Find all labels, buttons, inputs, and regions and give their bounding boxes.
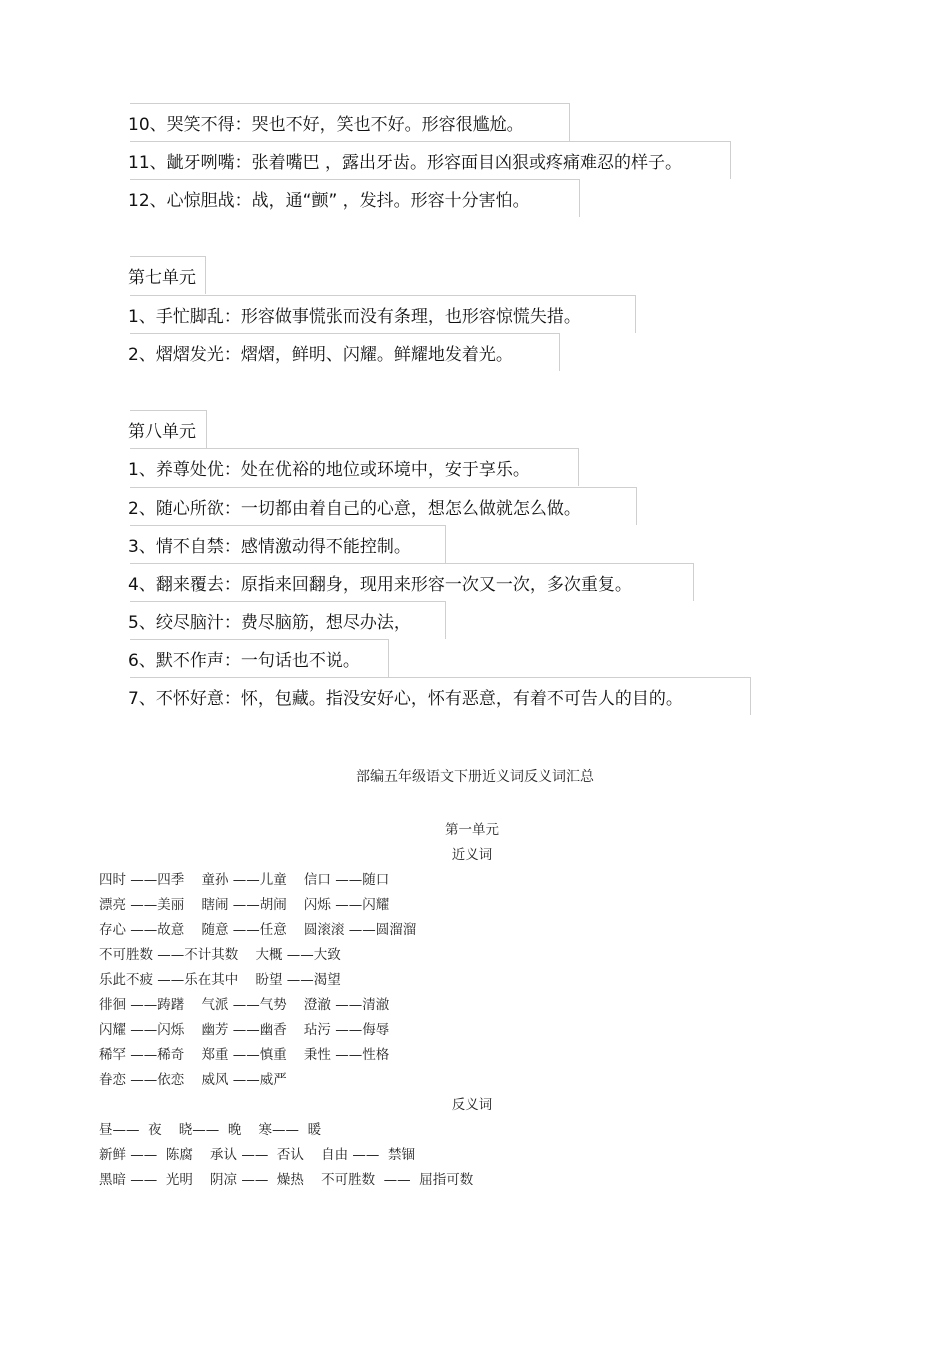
synonym-row: 眷恋 ——依恋 威风 ——威严: [99, 1072, 287, 1088]
synonym-row: 存心 ——故意 随意 ——任意 圆滚滚 ——圆溜溜: [99, 922, 417, 938]
antonym-row: 新鲜 —— 陈腐 承认 —— 否认 自由 —— 禁锢: [99, 1147, 415, 1163]
unit-heading: 第一单元: [445, 822, 499, 838]
synonym-row: 乐此不疲 ——乐在其中 盼望 ——渴望: [99, 972, 341, 988]
idiom-entry: 10、哭笑不得：哭也不好，笑也不好。形容很尴尬。: [128, 115, 524, 135]
summary-title: 部编五年级语文下册近义词反义词汇总: [356, 769, 594, 785]
idiom-entry: 6、默不作声：一句话也不说。: [128, 651, 360, 671]
synonym-row: 稀罕 ——稀奇 郑重 ——慎重 秉性 ——性格: [99, 1047, 390, 1063]
idiom-entry: 7、不怀好意：怀，包藏。指没安好心，怀有恶意，有着不可告人的目的。: [128, 689, 683, 709]
unit-heading: 第八单元: [128, 422, 196, 442]
synonym-row: 徘徊 ——踌躇 气派 ——气势 澄澈 ——清澈: [99, 997, 390, 1013]
idiom-entry: 1、手忙脚乱：形容做事慌张而没有条理，也形容惊慌失措。: [128, 307, 581, 327]
antonym-row: 黑暗 —— 光明 阴凉 —— 燥热 不可胜数 —— 屈指可数: [99, 1172, 474, 1188]
idiom-entry: 3、情不自禁：感情激动得不能控制。: [128, 537, 411, 557]
antonyms-heading: 反义词: [451, 1097, 493, 1113]
synonyms-heading: 近义词: [451, 847, 493, 863]
idiom-entry: 2、随心所欲：一切都由着自己的心意，想怎么做就怎么做。: [128, 499, 581, 519]
idiom-entry: 5、绞尽脑汁：费尽脑筋，想尽办法，: [128, 613, 411, 633]
idiom-entry: 2、熠熠发光：熠熠，鲜明、闪耀。鲜耀地发着光。: [128, 345, 513, 365]
unit-heading: 第七单元: [128, 268, 196, 288]
idiom-entry: 1、养尊处优：处在优裕的地位或环境中，安于享乐。: [128, 460, 530, 480]
synonym-row: 漂亮 ——美丽 瞎闹 ——胡闹 闪烁 ——闪耀: [99, 897, 390, 913]
synonym-row: 不可胜数 ——不计其数 大概 ——大致: [99, 947, 341, 963]
synonym-row: 四时 ——四季 童孙 ——儿童 信口 ——随口: [99, 872, 390, 888]
idiom-entry: 4、翻来覆去：原指来回翻身，现用来形容一次又一次，多次重复。: [128, 575, 632, 595]
antonym-row: 昼—— 夜 晓—— 晚 寒—— 暖: [99, 1122, 322, 1138]
idiom-entry: 11、龇牙咧嘴：张着嘴巴 ，露出牙齿。形容面目凶狠或疼痛难忍的样子。: [128, 153, 683, 173]
idiom-entry: 12、心惊胆战：战，通“颤” ，发抖。形容十分害怕。: [128, 191, 530, 211]
synonym-row: 闪耀 ——闪烁 幽芳 ——幽香 玷污 ——侮辱: [99, 1022, 390, 1038]
